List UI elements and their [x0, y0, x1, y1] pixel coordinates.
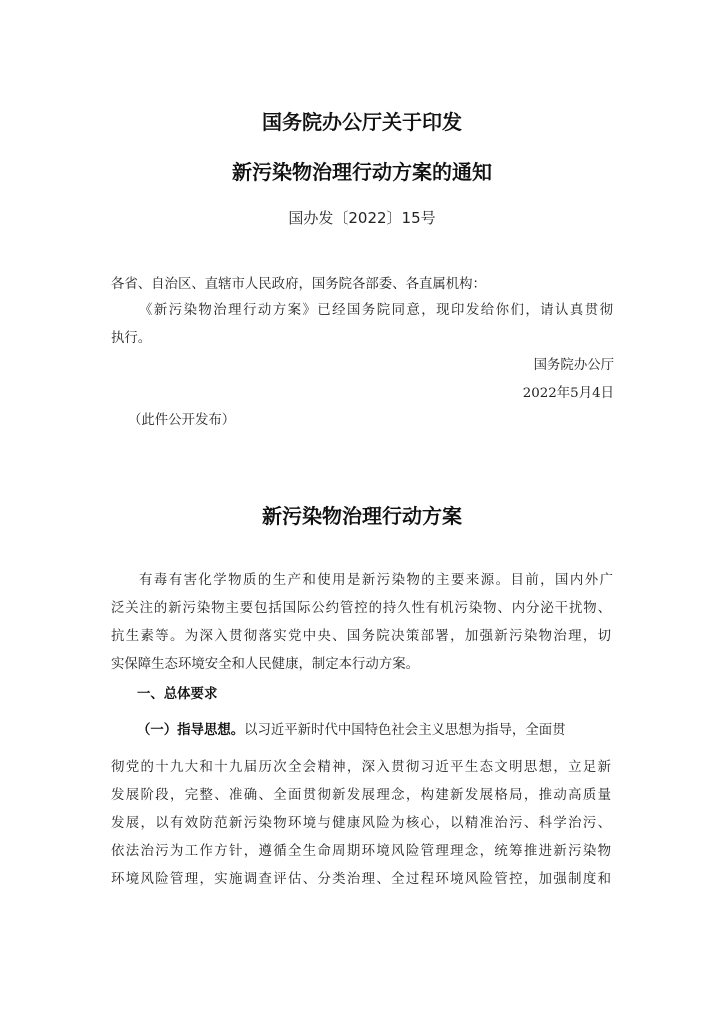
section-heading-1: 一、总体要求 — [137, 687, 218, 702]
notice-title-line-1: 国务院办公厅关于印发 — [262, 110, 462, 134]
subsection-1-line-4: 发展，以有效防范新污染物环境与健康风险为核心，以精准治污、科学治污、 — [111, 816, 611, 831]
subsection-1-line-2: 彻党的十九大和十九届历次全会精神，深入贯彻习近平生态文明思想，立足新 — [111, 760, 611, 775]
intro-line-3: 抗生素等。为深入贯彻落实党中央、国务院决策部署，加强新污染物治理，切 — [111, 629, 611, 644]
notice-title-line-2: 新污染物治理行动方案的通知 — [232, 160, 492, 184]
addressees: 各省、自治区、直辖市人民政府，国务院各部委、各直属机构： — [111, 277, 486, 292]
intro-line-2: 泛关注的新污染物主要包括国际公约管控的持久性有机污染物、内分泌干扰物、 — [111, 601, 611, 616]
notice-body-line-1: 《新污染物治理行动方案》已经国务院同意，现印发给你们，请认真贯彻 — [139, 303, 613, 318]
subsection-1-line-5: 依法治污为工作方针，遵循全生命周期环境风险管理理念，统筹推进新污染物 — [111, 844, 611, 859]
subsection-1-first-line — [137, 722, 613, 740]
signature: 国务院办公厅 — [533, 358, 614, 373]
document-number: 国办发〔2022〕15号 — [288, 209, 436, 227]
subsection-1-line-6: 环境风险管理，实施调查评估、分类治理、全过程环境风险管控，加强制度和 — [111, 872, 611, 887]
notice-date: 2022年5月4日 — [522, 386, 614, 401]
plan-title: 新污染物治理行动方案 — [262, 504, 462, 528]
subsection-1-label: （一）指导思想。 — [137, 723, 245, 738]
intro-line-4: 实保障生态环境安全和人民健康，制定本行动方案。 — [111, 657, 419, 672]
subsection-1-first-line-text: 以习近平新时代中国特色社会主义思想为指导，全面贯 — [244, 723, 566, 738]
intro-line-1: 有毒有害化学物质的生产和使用是新污染物的主要来源。目前，国内外广 — [139, 573, 613, 588]
notice-body-line-2: 执行。 — [111, 331, 152, 346]
subsection-1-line-3: 发展阶段，完整、准确、全面贯彻新发展理念，构建新发展格局，推动高质量 — [111, 788, 611, 803]
publication-note: （此件公开发布） — [128, 413, 236, 428]
